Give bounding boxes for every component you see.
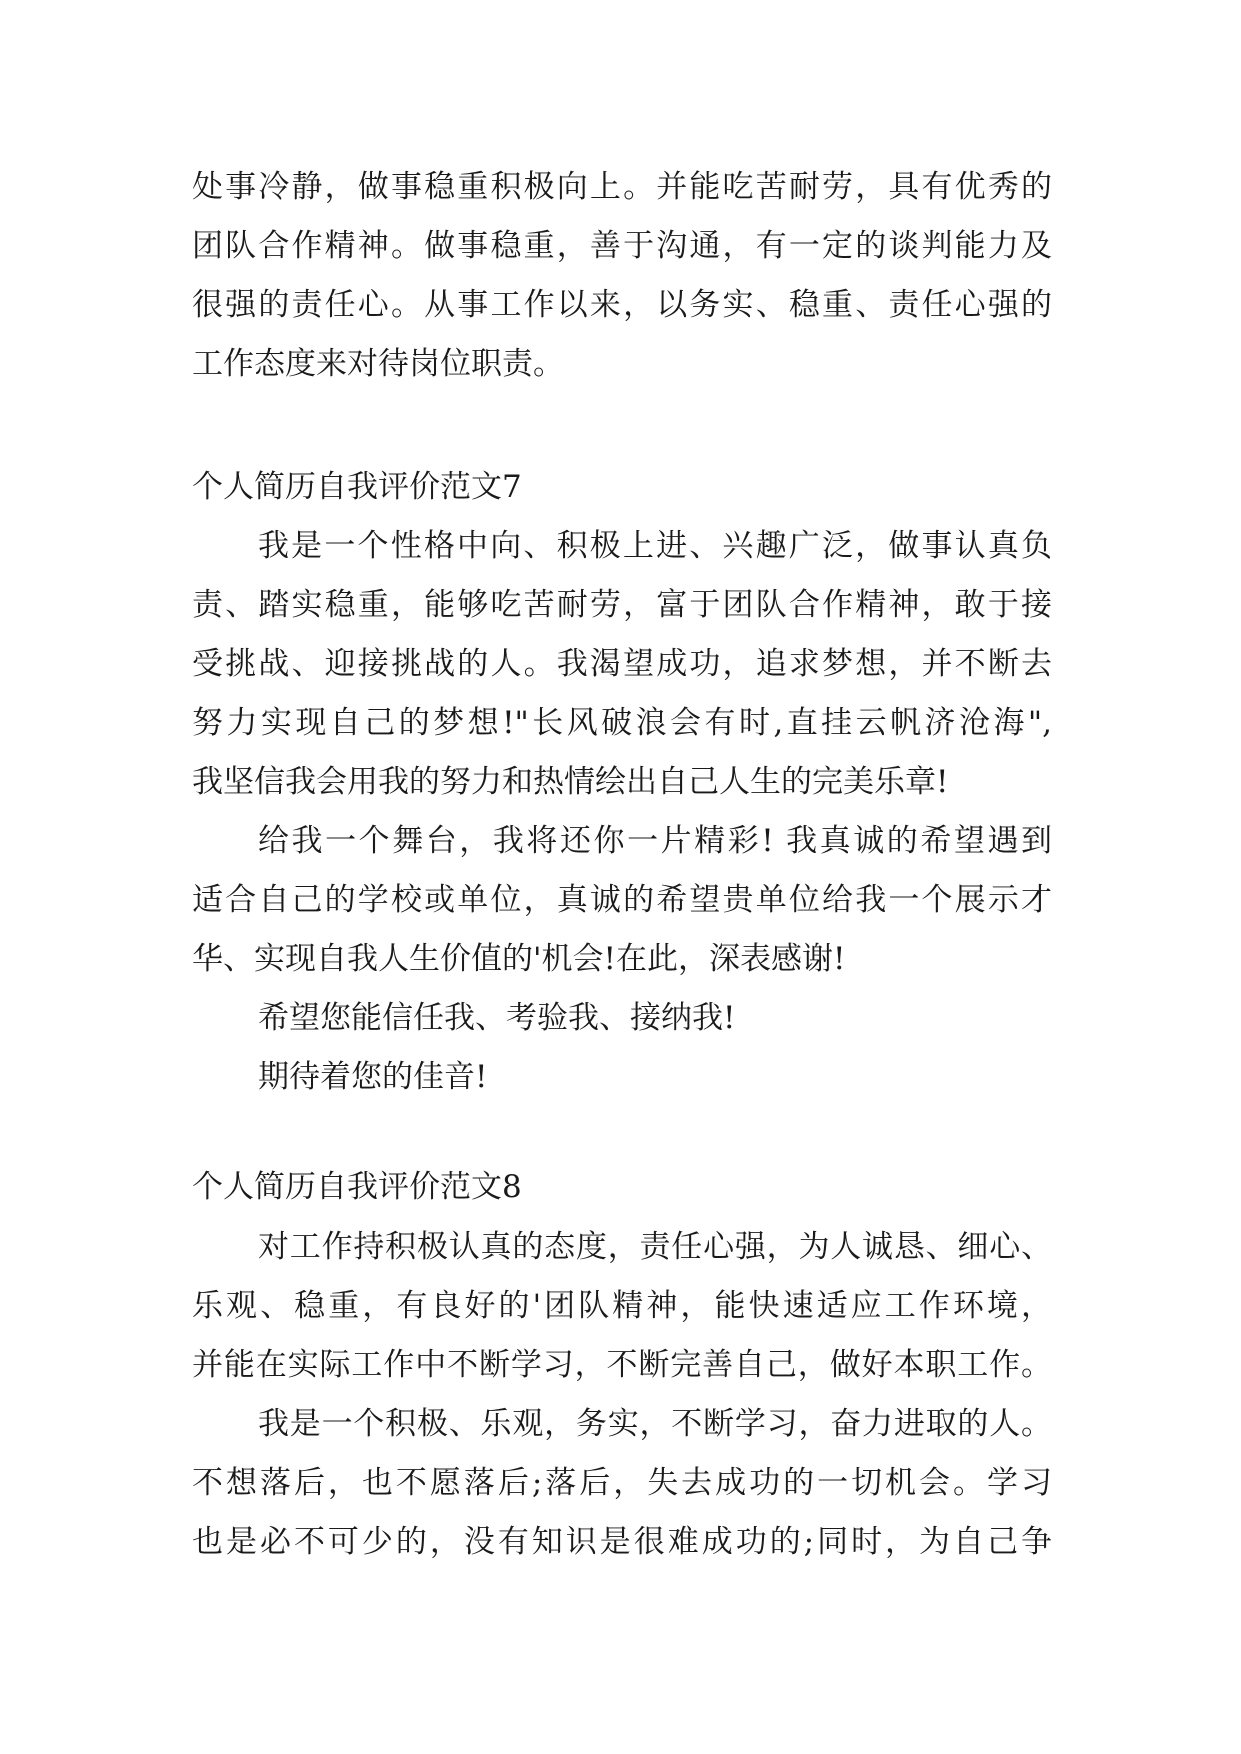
section-8-heading: 个人简历自我评价范文8: [192, 1169, 522, 1205]
text-line: 受挑战、迎接挑战的人。我渴望成功，追求梦想，并不断去: [192, 646, 1052, 682]
text-line: 不想落后，也不愿落后;落后，失去成功的一切机会。学习: [192, 1465, 1052, 1501]
text-line: 我是一个积极、乐观，务实，不断学习，奋力进取的人。: [258, 1406, 1052, 1442]
text-line: 希望您能信任我、考验我、接纳我!: [258, 1000, 736, 1036]
text-line: 我坚信我会用我的努力和热情绘出自己人生的完美乐章!: [192, 764, 949, 800]
text-line: 适合自己的学校或单位，真诚的希望贵单位给我一个展示才: [192, 882, 1052, 918]
text-line: 对工作持积极认真的态度，责任心强，为人诚恳、细心、: [258, 1229, 1052, 1265]
section-8-paragraph-2: [192, 1395, 1052, 1572]
text-line: 给我一个舞台，我将还你一片精彩! 我真诚的希望遇到: [258, 823, 1052, 859]
text-line: 处事冷静，做事稳重积极向上。并能吃苦耐劳，具有优秀的: [192, 169, 1052, 205]
text-line: 乐观、稳重，有良好的'团队精神，能快速适应工作环境，: [192, 1288, 1052, 1324]
text-line: 团队合作精神。做事稳重，善于沟通，有一定的谈判能力及: [192, 228, 1052, 264]
section-7-heading: 个人简历自我评价范文7: [192, 469, 522, 505]
text-line: 工作态度来对待岗位职责。: [192, 346, 564, 382]
text-line: 也是必不可少的，没有知识是很难成功的;同时，为自己争: [192, 1524, 1052, 1560]
text-line: 我是一个性格中向、积极上进、兴趣广泛，做事认真负: [258, 528, 1052, 564]
section-7-paragraph-1: [192, 517, 1052, 812]
text-line: 责、踏实稳重，能够吃苦耐劳，富于团队合作精神，敢于接: [192, 587, 1052, 623]
section-8-paragraph-1: [192, 1218, 1052, 1395]
text-line: 期待着您的佳音!: [258, 1059, 488, 1095]
section-7-paragraph-4: [192, 1048, 1052, 1107]
intro-paragraph: [192, 158, 1052, 394]
section-7-paragraph-3: [192, 989, 1052, 1048]
text-line: 并能在实际工作中不断学习，不断完善自己，做好本职工作。: [192, 1347, 1052, 1383]
text-line: 努力实现自己的梦想!"长风破浪会有时,直挂云帆济沧海",: [192, 705, 1052, 741]
section-7-paragraph-2: [192, 812, 1052, 989]
text-line: 很强的责任心。从事工作以来，以务实、稳重、责任心强的: [192, 287, 1052, 323]
text-line: 华、实现自我人生价值的'机会!在此，深表感谢!: [192, 941, 846, 977]
